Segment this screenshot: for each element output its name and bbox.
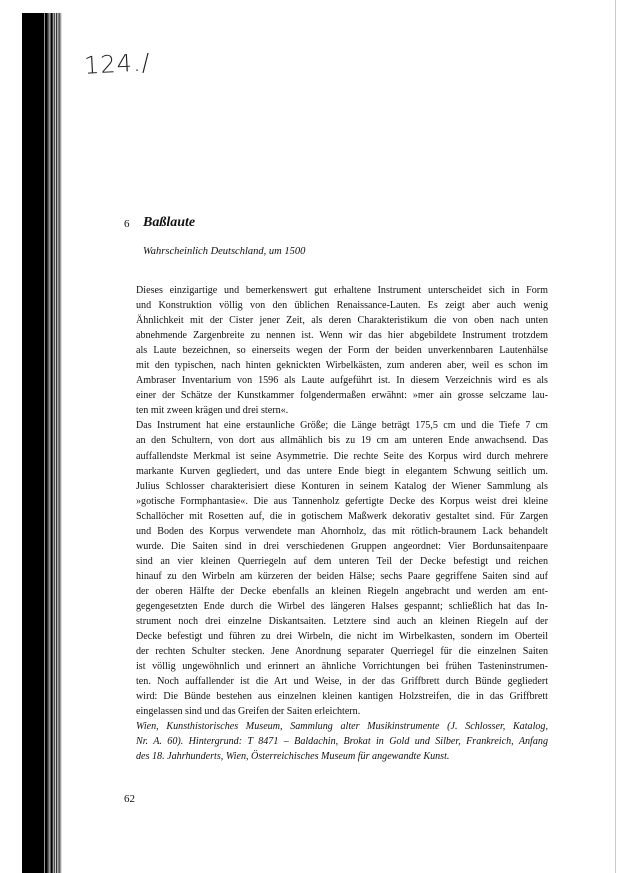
text-line: der rechten Schulter stecken. Jene Anordnung separater Querriegel für die einzelnen Saiten xyxy=(136,646,548,658)
text-line: der oberen Hälfte der Decke ebenfalls an kleinen Riegeln angebracht und werden am ent- xyxy=(136,585,548,597)
text-line: ten. Noch auffallender ist die Art und Weise, in der das Griffbrett durch Bünde gegliedert xyxy=(136,676,548,688)
text-line: Dieses einzigartige und bemerkenswert gut erhaltene Instrument unterscheidet sich in Form xyxy=(136,285,548,296)
text-line: Ambraser Inventarium von 1596 als Laute aufgeführt ist. In diesem Verzeichnis wird es als xyxy=(136,375,548,387)
text-line: sind an vier kleinen Querriegeln auf dem unteren Teil der Decke befestigt und reichen xyxy=(136,555,548,567)
text-line: »gotische Formphantasie«. Die aus Tannenholz gefertigte Decke des Korpus weist drei kleine xyxy=(136,495,548,507)
text-line: strument noch drei einzelne Diskantsaiten. Letztere sind auch an kleinen Riegeln auf der xyxy=(136,616,548,628)
text-line: wird: Die Bünde bestehen aus einzelnen kleinen kantigen Holzstreifen, die in das Griffbrett xyxy=(136,691,548,703)
text-line: gegengesetzten Ende durch die Wirbel des längeren Halses gespannt; schließlich hat das In- xyxy=(136,600,548,612)
text-line: mit den typischen, nach hinten geknickten Wirbelkästen, zum anderen aber, weil es schon im xyxy=(136,360,548,372)
entry-title: Baßlaute xyxy=(143,215,196,230)
text-line: ten mit zween krägen und drei stern«. xyxy=(136,405,289,417)
text-line: eingelassen sind und das Greifen der Saiten erleichtern. xyxy=(136,706,361,718)
text-line: Schallöcher mit Rosetten auf, die in gotischem Maßwerk dekorativ gestaltet sind. Für Zargen xyxy=(136,510,548,522)
text-line: auffallendste Merkmal ist seine Asymmetrie. Die rechte Seite des Korpus wird durch mehrere xyxy=(136,450,548,462)
text-line: Ähnlichkeit mit der Cister jener Zeit, als deren Charakteristikum die von oben nach unten xyxy=(136,315,548,327)
text-line: und Boden des Korpus verwendete man Ahornholz, das mit rötlich-braunem Lack behandelt xyxy=(136,525,548,537)
scan-right-edge xyxy=(615,0,616,873)
text-line: Decke befestigt und führen zu drei Wirbeln, die nicht im Wirbelkasten, sondern im Oberteil xyxy=(136,631,548,643)
body-text xyxy=(136,283,548,765)
text-line: und Konstruktion völlig von den üblichen Renaissance-Lauten. Es zeigt aber auch wenig xyxy=(136,300,548,312)
entry-subtitle: Wahrscheinlich Deutschland, um 1500 xyxy=(143,246,306,257)
handwritten-note: 124./ xyxy=(83,48,152,80)
text-line: hinauf zu den Wirbeln am kürzeren der beiden Hälse; sechs Paare gegriffene Saiten sind auf xyxy=(136,570,548,582)
text-line: Julius Schlosser charakterisiert diese Konturen in seinem Katalog der Wiener Sammlung als xyxy=(136,480,548,492)
text-line: wurde. Die Saiten sind in drei verschiedenen Gruppen angeordnet: Vier Bordunsaitenpaare xyxy=(136,540,548,552)
text-line: markante Kurven gegliedert, und das untere Ende biegt in elegantem Schwung seitlich um. xyxy=(136,465,548,477)
text-line: des 18. Jahrhunderts, Wien, Österreichisches Museum für angewandte Kunst. xyxy=(136,751,450,763)
text-line: einer der Schätze der Kunstkammer folgendermaßen erwähnt: »mer ain grosse selczame lau- xyxy=(136,390,548,402)
text-line: als Laute bezeichnen, so einerseits wegen der Form der beiden unverkennbaren Lautenhälse xyxy=(136,345,548,357)
text-line: an den Schultern, von dort aus allmählich bis zu 19 cm am unteren Ende anwachsend. Das xyxy=(136,435,548,447)
text-line: ist völlig ungewöhnlich und erinnert an ähnliche Vorrichtungen bei frühen Tasteninstrumen- xyxy=(136,661,548,673)
text-line: Wien, Kunsthistorisches Museum, Sammlung alter Musikinstrumente (J. Schlosser, Katalog, xyxy=(136,721,548,733)
page-number: 62 xyxy=(124,793,135,805)
paragraph-description xyxy=(136,283,548,418)
text-line: Das Instrument hat eine erstaunliche Größe; die Länge beträgt 175,5 cm und die Tiefe 7 cm xyxy=(136,420,548,432)
entry-number: 6 xyxy=(124,218,130,230)
caption-provenance xyxy=(136,719,548,764)
paragraph-details xyxy=(136,418,548,719)
text-line: Nr. A. 60). Hintergrund: T 8471 – Baldachin, Brokat in Gold und Silber, Frankreich, Anfang xyxy=(136,736,548,748)
text-line: abnehmende Zargenbreite zu nennen ist. Wenn wir das hier abgebildete Instrument trotzdem xyxy=(136,330,548,342)
scan-binding-edge xyxy=(22,13,62,873)
